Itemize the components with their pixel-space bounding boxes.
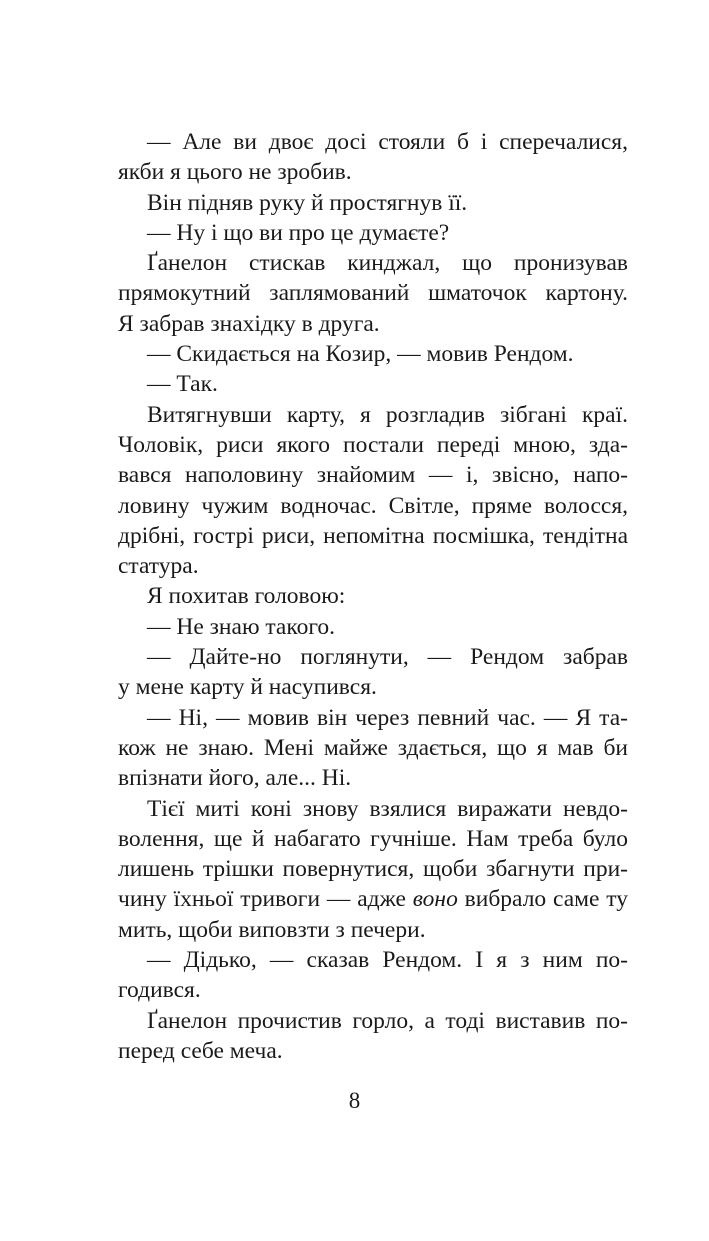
text-line: Ґанелон прочистив горло, а тоді виставив по- [147,1007,628,1034]
text-line: мить, щоби виповзти з печери. [118,916,426,943]
text-line: у мене карту й насупився. [118,674,377,701]
text-line: вався наполовину знайомим — і, звісно, напо- [118,462,628,489]
text-line: впізнати його, але... Ні. [118,765,352,792]
text-line: Тієї миті коні знову взялися виражати невдо- [147,795,628,822]
text-line: — Скидається на Козир, — мовив Рендом. [147,341,574,368]
text-line: статура. [118,553,199,580]
text-line: Ґанелон стискав кинджал, що пронизував [147,250,628,277]
text-line: — Дідько, — сказав Рендом. І я з ним по- [147,947,628,974]
text-line: — Але ви двоє досі стояли б і сперечалися, [147,129,628,155]
text-line: Він підняв руку й простягнув її. [147,189,468,216]
text-line: Витягнувши карту, я розгладив зібгані краї. [147,401,628,428]
text-line: ловину чужим водночас. Світле, пряме волосся, [118,492,628,519]
page-body [118,127,628,1066]
text-line: дрібні, гострі риси, непомітна посмішка, тендітна [118,522,628,549]
text-line: — Ну і що ви про це думаєте? [147,219,450,246]
text-line: Я похитав головою: [147,583,346,610]
text-line: годився. [118,977,201,1004]
text-line: Чоловік, риси якого постали переді мною, зда- [118,431,628,458]
text-line: — Не знаю такого. [147,613,336,640]
text-line: кож не знаю. Мені майже здається, що я мав би [118,734,628,761]
text-line: — Ні, — мовив він через певний час. — Я та- [147,704,628,731]
page-number: 8 [348,1088,361,1113]
text-line: лишень трішки повернутися, щоби збагнути при- [118,856,628,883]
text-line: — Так. [147,371,218,398]
text-line: волення, ще й набагато гучніше. Нам треба було [118,825,628,852]
text-line: прямокутний заплямований шматочок картону. [118,280,628,307]
text-line: перед себе меча. [118,1037,283,1064]
text-line: чину їхньої тривоги — адже воно вибрало саме ту [118,886,628,913]
text-line: якби я цього не зробив. [118,159,352,186]
text-line: — Дайте-но поглянути, — Рендом забрав [147,644,628,671]
text-line: Я забрав знахідку в друга. [118,310,380,337]
emphasis: воно [412,886,458,913]
